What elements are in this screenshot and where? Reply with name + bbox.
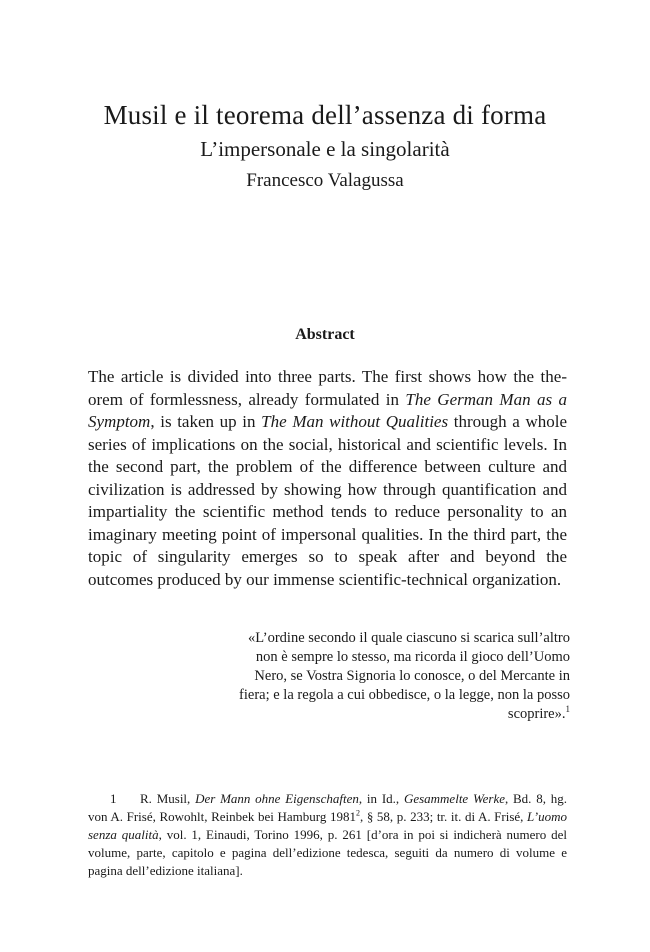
footnote-text: R. Musil, <box>140 791 196 806</box>
epigraph-line: «L’ordine secondo il quale ciascuno si scarica sull’altro <box>248 630 570 646</box>
article-title: Musil e il teorema dell’assenza di forma <box>103 100 547 130</box>
abstract-text: , is taken up in <box>150 412 262 431</box>
footnote-number: 1 <box>110 791 117 806</box>
footnote-text: , in Id., <box>358 791 404 806</box>
footnote-text: , Bd. 8, hg. von A. Frisé, Rowohlt, Reinbek bei Hamburg 1981 <box>88 791 567 824</box>
article-subtitle: L’impersonale e la singolarità <box>200 137 450 161</box>
abstract-italic-title: The Man without Qualities <box>261 412 449 431</box>
article-author: Francesco Valagussa <box>246 170 404 191</box>
footnote-italic: Gesammelte Werke <box>403 791 505 806</box>
footnote-superscript: 2 <box>355 808 360 818</box>
footnote-italic: Der Mann ohne Eigenschaften <box>195 791 359 806</box>
footnote-text: , vol. 1, Einaudi, Torino 1996, p. 261 [d’ora in poi si indicherà numero del volume, parte, capitolo e pagina dell’edizione tedesca, seguiti da numero di volume e pagina dell’edizione italiana]. <box>88 827 567 878</box>
epigraph-last-line <box>208 705 570 724</box>
abstract-text: The article is divided into three parts. The first shows how the theorem of formlessness, already formulated in <box>88 367 567 409</box>
epigraph-quote <box>208 629 570 724</box>
epigraph-line: non è sempre lo stesso, ma ricorda il gioco dell’Uomo <box>255 649 570 665</box>
epigraph-line: fiera; e la regola a cui obbedisce, o la legge, non la posso <box>239 687 570 703</box>
abstract-heading: Abstract <box>295 326 355 343</box>
footnote <box>88 790 567 880</box>
epigraph-line: Nero, se Vostra Signoria lo conosce, o del Mercante in <box>254 668 570 684</box>
footnote-text: , § 58, p. 233; tr. it. di A. Frisé, <box>359 809 528 824</box>
epigraph-line: scoprire». <box>507 706 566 722</box>
abstract-text: through a whole series of implications on the social, historical and scientific levels. In the second part, the problem of the difference between culture and civilization is addressed by showing how through quantification and impartiality the scientific method tends to reduce personality to an imaginary meeting point of impersonal qualities. In the third part, the topic of singularity emerges so to speak after and beyond the outcomes produced by our immense scientific-technical organization. <box>88 412 567 589</box>
abstract-paragraph <box>88 366 567 591</box>
footnote-reference: 1 <box>565 704 570 715</box>
abstract-italic-title: The German Man as a Symptom <box>88 389 567 431</box>
footnote-italic: L’uomo senza qualità <box>88 809 568 842</box>
